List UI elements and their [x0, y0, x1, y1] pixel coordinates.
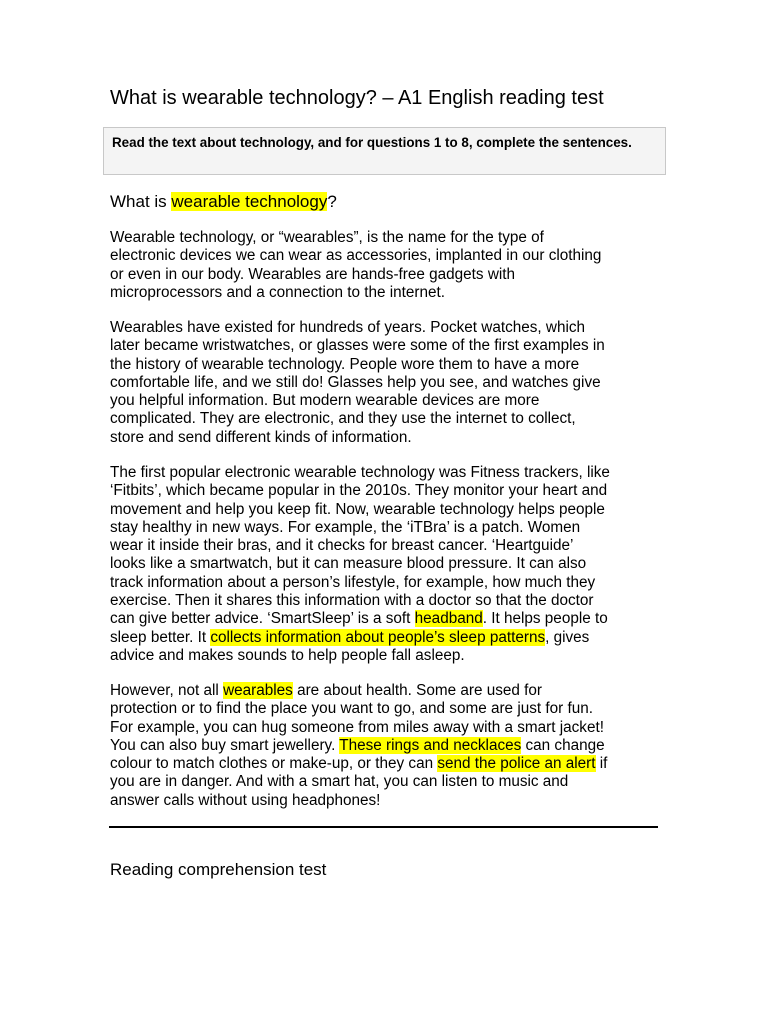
- highlighted-phrase: send the police an alert: [437, 755, 596, 773]
- paragraph-other-uses: [110, 682, 660, 810]
- text-line: [110, 755, 660, 773]
- text-line: Wearable technology, or “wearables”, is the name for the type of: [110, 229, 544, 246]
- text-line: exercise. Then it shares this information with a doctor so that the doctor: [110, 592, 594, 610]
- text-line: protection or to find the place you want to go, and some are just for fun.: [110, 700, 593, 718]
- text-segment: colour to match clothes or make-up, or they can: [110, 755, 438, 773]
- text-line: advice and makes sounds to help people fall asleep.: [110, 646, 465, 664]
- section-heading-text: ?: [327, 192, 337, 211]
- text-line: microprocessors and a connection to the internet.: [110, 283, 446, 301]
- text-line: stay healthy in new ways. For example, the ‘iTBra’ is a patch. Women: [110, 518, 581, 536]
- highlighted-phrase: These rings and necklaces: [339, 736, 522, 754]
- text-line: electronic devices we can wear as accessories, implanted in our clothing: [110, 247, 602, 265]
- text-segment: can change: [521, 736, 605, 754]
- text-segment: can give better advice. ‘SmartSleep’ is a soft: [110, 610, 415, 628]
- text-segment: if: [595, 755, 608, 773]
- highlighted-phrase: headband: [414, 610, 483, 628]
- text-line: the history of wearable technology. People wore them to have a more: [110, 355, 580, 373]
- paragraph-history: [110, 319, 660, 447]
- text-line: ‘Fitbits’, which became popular in the 2010s. They monitor your heart and: [110, 482, 608, 500]
- text-line: you helpful information. But modern wearable devices are more: [110, 392, 540, 410]
- text-segment: , gives: [545, 628, 590, 646]
- instruction-box: Read the text about technology, and for questions 1 to 8, complete the sentences.: [103, 127, 666, 175]
- text-line: or even in our body. Wearables are hands-free gadgets with: [110, 265, 516, 283]
- paragraph-health: [110, 464, 660, 665]
- paragraph-definition: [110, 229, 660, 302]
- text-segment: However, not all: [110, 682, 224, 699]
- text-line: later became wristwatches, or glasses were some of the first examples in: [110, 337, 605, 355]
- text-line: [110, 682, 660, 700]
- reading-comprehension-heading: Reading comprehension test: [110, 860, 327, 879]
- section-heading: [110, 191, 337, 213]
- text-line: For example, you can hug someone from miles away with a smart jacket!: [110, 718, 604, 736]
- text-line: Wearables have existed for hundreds of years. Pocket watches, which: [110, 319, 586, 336]
- highlighted-term: wearable technology: [171, 192, 328, 211]
- section-heading-text: What is: [110, 192, 172, 211]
- text-line: [110, 737, 660, 755]
- horizontal-divider: [109, 826, 658, 828]
- text-line: track information about a person’s lifestyle, for example, how much they: [110, 573, 596, 591]
- document-title: What is wearable technology? – A1 English reading test: [110, 87, 604, 109]
- text-line: answer calls without using headphones!: [110, 791, 381, 809]
- text-segment: You can also buy smart jewellery.: [110, 736, 340, 754]
- text-line: store and send different kinds of information.: [110, 428, 412, 446]
- text-segment: sleep better. It: [110, 628, 211, 646]
- text-line: looks like a smartwatch, but it can measure blood pressure. It can also: [110, 555, 587, 573]
- highlighted-phrase: collects information about people’s sleep patterns: [210, 628, 546, 646]
- text-line: [110, 610, 660, 628]
- text-line: comfortable life, and we still do! Glasses help you see, and watches give: [110, 373, 601, 391]
- text-line: you are in danger. And with a smart hat, you can listen to music and: [110, 773, 569, 791]
- text-line: wear it inside their bras, and it checks for breast cancer. ‘Heartguide’: [110, 537, 574, 555]
- text-segment: . It helps people to: [482, 610, 608, 628]
- text-line: The first popular electronic wearable technology was Fitness trackers, like: [110, 464, 610, 481]
- text-line: [110, 629, 660, 647]
- highlighted-phrase: wearables: [223, 682, 293, 699]
- text-line: movement and help you keep fit. Now, wearable technology helps people: [110, 500, 605, 518]
- text-line: complicated. They are electronic, and they use the internet to collect,: [110, 410, 576, 428]
- text-segment: are about health. Some are used for: [292, 682, 542, 699]
